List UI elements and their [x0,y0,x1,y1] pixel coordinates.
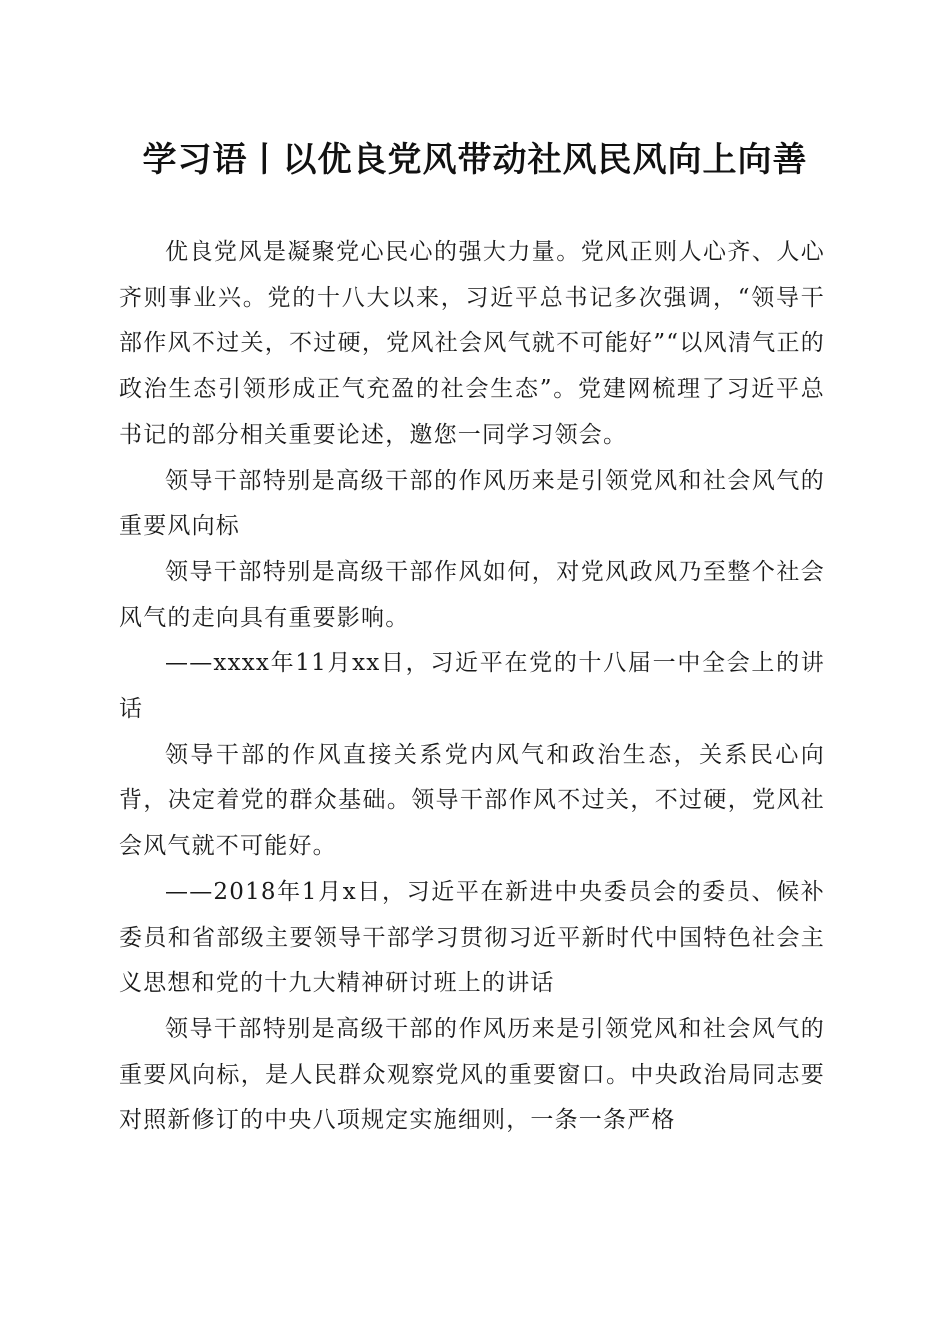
quote-source: ——2018年1月x日，习近平在新进中央委员会的委员、候补委员和省部级主要领导干部学习贯彻习近平新时代中国特色社会主义思想和党的十九大精神研讨班上的讲话 [119,878,825,997]
document-title: 学习语丨以优良党风带动社风民风向上向善 [142,140,808,180]
document-body [119,230,825,1144]
quote-paragraph: 领导干部的作风直接关系党内风气和政治生态，关系民心向背，决定着党的群众基础。领导干部作风不过关，不过硬，党风社会风气就不可能好。 [119,741,825,860]
quote-paragraph: 领导干部特别是高级干部的作风历来是引领党风和社会风气的重要风向标，是人民群众观察党风的重要窗口。中央政治局同志要对照新修订的中央八项规定实施细则，一条一条严格 [119,1015,825,1134]
quote-source: ——xxxx年11月xx日，习近平在党的十八届一中全会上的讲话 [119,650,825,723]
quote-paragraph: 领导干部特别是高级干部作风如何，对党风政风乃至整个社会风气的走向具有重要影响。 [119,558,825,631]
intro-paragraph: 优良党风是凝聚党心民心的强大力量。党风正则人心齐、人心齐则事业兴。党的十八大以来，习近平总书记多次强调，“领导干部作风不过关，不过硬，党风社会风气就不可能好”“以风清气正的政治生态引领形成正气充盈的社会生态”。党建网梳理了习近平总书记的部分相关重要论述，邀您一同学习领会。 [119,239,825,448]
section-heading-paragraph: 领导干部特别是高级干部的作风历来是引领党风和社会风气的重要风向标 [119,467,825,540]
